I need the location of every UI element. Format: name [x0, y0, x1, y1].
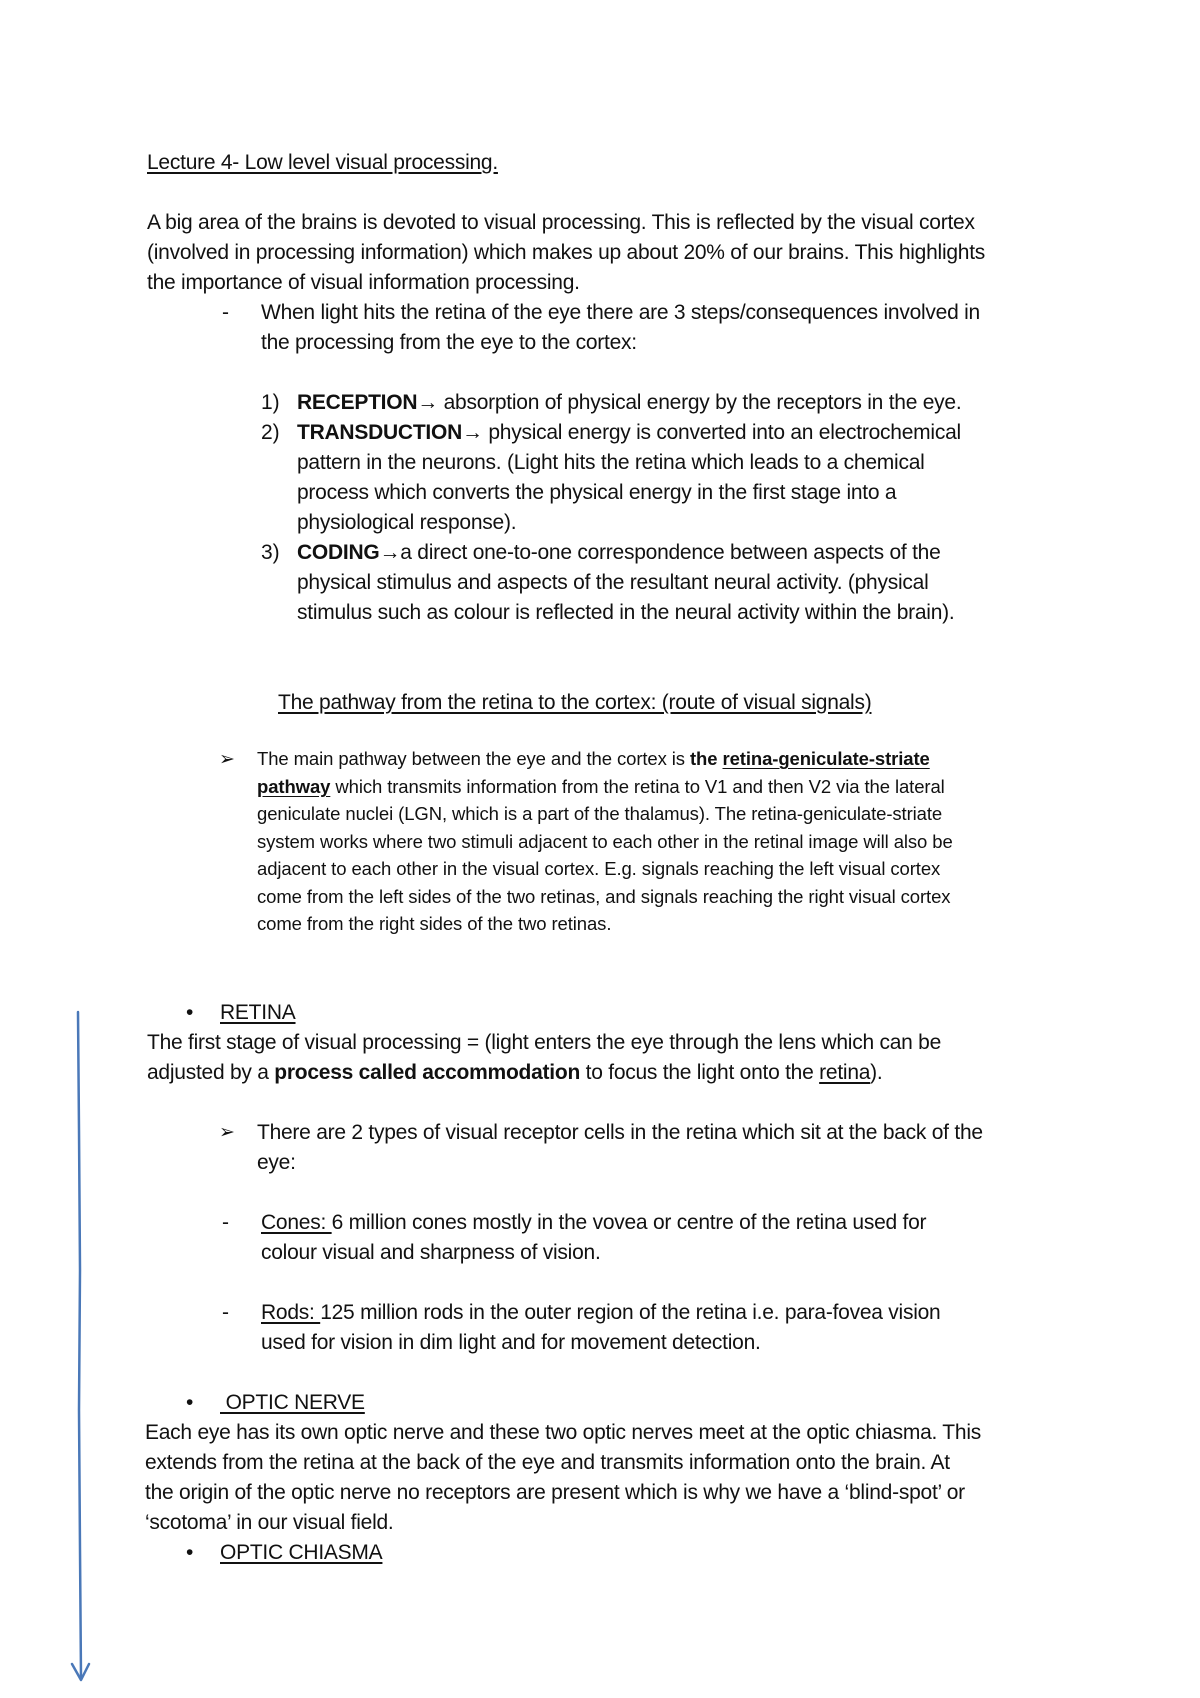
dot-bullet: • [186, 1391, 194, 1414]
step-number: 1) [261, 391, 280, 414]
retina-text: to focus the light onto the [580, 1061, 820, 1084]
rods-line: used for vision in dim light and for movement detection. [261, 1331, 761, 1354]
step-text: a direct one-to-one correspondence between aspects of the [400, 541, 941, 564]
arrow-bullet-icon: ➢ [219, 1122, 235, 1143]
retina-text: adjusted by a [147, 1061, 275, 1084]
receptor-line: There are 2 types of visual receptor cells in the retina which sit at the back of the [257, 1121, 983, 1144]
cones-text: 6 million cones mostly in the vovea or centre of the retina used for [331, 1211, 927, 1234]
optic-nerve-line: extends from the retina at the back of the eye and transmits information onto the brain. At [145, 1451, 950, 1474]
arrow-glyph: → [417, 391, 439, 414]
optic-chiasma-heading: OPTIC CHIASMA [220, 1541, 383, 1564]
dot-bullet: • [186, 1541, 194, 1564]
pathway-line: system works where two stimuli adjacent to each other in the retinal image will also be [257, 831, 953, 852]
optic-nerve-heading: OPTIC NERVE [220, 1391, 365, 1414]
optic-nerve-line: Each eye has its own optic nerve and these two optic nerves meet at the optic chiasma. This [145, 1421, 981, 1444]
retina-text: ). [870, 1061, 883, 1084]
step-text: physiological response). [297, 511, 517, 534]
pathway-text: which transmits information from the retina to V1 and then V2 via the lateral [330, 776, 945, 797]
retina-line [147, 1058, 883, 1088]
pathway-line [257, 745, 930, 773]
intro-line: the importance of visual information processing. [147, 271, 580, 294]
dash-marker: - [222, 301, 229, 324]
optic-nerve-line: ‘scotoma’ in our visual field. [145, 1511, 394, 1534]
step-reception [297, 388, 961, 418]
arrow-bullet-icon: ➢ [219, 749, 235, 770]
step-text: absorption of physical energy by the receptors in the eye. [438, 391, 962, 414]
retina-line: The first stage of visual processing = (light enters the eye through the lens which can be [147, 1031, 942, 1054]
pathway-line: come from the left sides of the two retinas, and signals reaching the right visual cortex [257, 886, 951, 907]
arrow-glyph: → [379, 541, 401, 564]
cones-line: colour visual and sharpness of vision. [261, 1241, 601, 1264]
dash-marker: - [222, 1301, 229, 1324]
step-number: 2) [261, 421, 280, 444]
pathway-line: adjacent to each other in the visual cortex. E.g. signals reaching the left visual cortex [257, 858, 941, 879]
cones-line [261, 1208, 926, 1238]
cones-label: Cones: [261, 1211, 332, 1234]
arrow-glyph: → [462, 421, 483, 444]
drawn-down-arrow-icon [66, 1010, 96, 1690]
rods-line [261, 1298, 940, 1328]
step-coding [297, 538, 941, 568]
dash-item-line: When light hits the retina of the eye there are 3 steps/consequences involved in [261, 301, 980, 324]
retina-heading: RETINA [220, 1001, 296, 1024]
retina-bold: process called accommodation [274, 1061, 581, 1084]
step-text: physical energy is converted into an electrochemical [482, 421, 961, 444]
pathway-line: come from the right sides of the two retinas. [257, 913, 612, 934]
step-term: TRANSDUCTION [297, 421, 462, 444]
retina-term: retina [819, 1061, 871, 1084]
step-text: pattern in the neurons. (Light hits the retina which leads to a chemical [297, 451, 925, 474]
dash-item-line: the processing from the eye to the cortex: [261, 331, 637, 354]
optic-nerve-line: the origin of the optic nerve no receptors are present which is why we have a ‘blind-spot’ or [145, 1481, 965, 1504]
step-text: physical stimulus and aspects of the resultant neural activity. (physical [297, 571, 929, 594]
step-number: 3) [261, 541, 280, 564]
pathway-line [257, 773, 945, 801]
pathway-bold: the [690, 748, 723, 769]
step-term: RECEPTION [297, 391, 418, 414]
pathway-heading: The pathway from the retina to the cortex: (route of visual signals) [278, 691, 872, 714]
lecture-title: Lecture 4- Low level visual processing. [147, 151, 498, 174]
intro-line: A big area of the brains is devoted to visual processing. This is reflected by the visual cortex [147, 211, 975, 234]
step-term: CODING [297, 541, 380, 564]
dot-bullet: • [186, 1001, 194, 1024]
rods-text: 125 million rods in the outer region of the retina i.e. para-fovea vision [320, 1301, 941, 1324]
pathway-term: pathway [257, 776, 331, 797]
rods-label: Rods: [261, 1301, 321, 1324]
dash-marker: - [222, 1211, 229, 1234]
pathway-text: The main pathway between the eye and the cortex is [257, 748, 690, 769]
pathway-term: retina-geniculate-striate [722, 748, 930, 769]
step-text: stimulus such as colour is reflected in the neural activity within the brain). [297, 601, 955, 624]
step-transduction [297, 418, 961, 448]
receptor-line: eye: [257, 1151, 296, 1174]
intro-line: (involved in processing information) which makes up about 20% of our brains. This highlights [147, 241, 986, 264]
step-text: process which converts the physical energy in the first stage into a [297, 481, 897, 504]
pathway-line: geniculate nuclei (LGN, which is a part of the thalamus). The retina-geniculate-striate [257, 803, 943, 824]
